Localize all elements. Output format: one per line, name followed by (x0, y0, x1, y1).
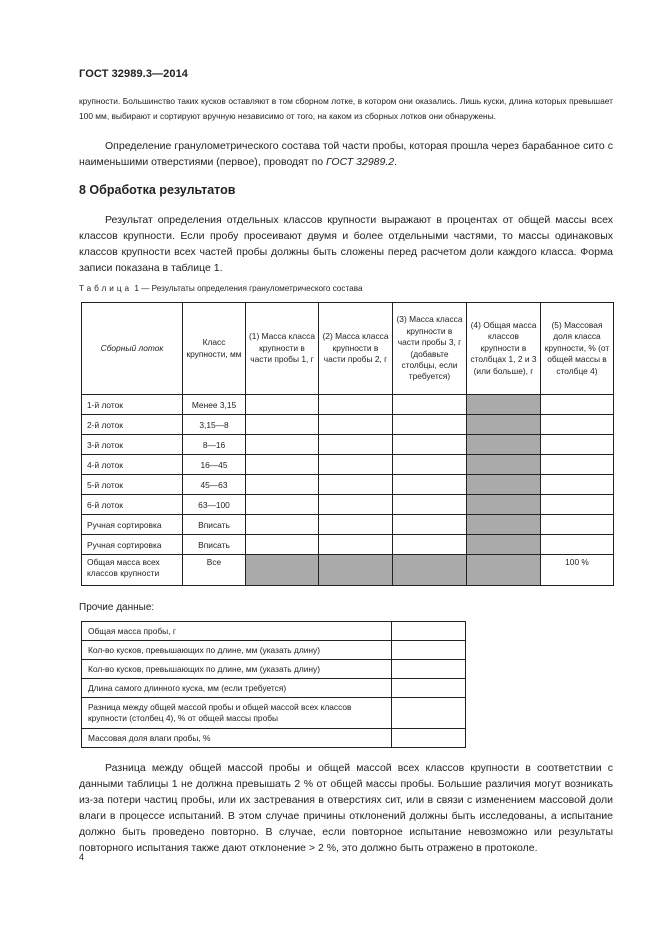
shaded-cell (467, 415, 541, 435)
mass-cell[interactable] (393, 455, 467, 475)
class-cell: Вписать (183, 515, 246, 535)
granulometry-text: Определение гранулометрического состава той части пробы, которая прошла через барабанное сито с наименьшими отверстиями (первое), проводят по (79, 140, 613, 168)
tray-cell: 1-й лоток (82, 395, 183, 415)
mass-cell[interactable] (319, 515, 393, 535)
header-size-class: Класс крупности, мм (183, 303, 246, 395)
shaded-cell (467, 535, 541, 555)
tray-cell: 2-й лоток (82, 415, 183, 435)
mass-cell[interactable] (319, 415, 393, 435)
tray-cell: 4-й лоток (82, 455, 183, 475)
table-row (82, 622, 466, 641)
tray-cell: Ручная сортировка (82, 515, 183, 535)
other-data-value[interactable] (392, 698, 466, 729)
mass-cell[interactable] (393, 395, 467, 415)
tray-cell: 3-й лоток (82, 435, 183, 455)
table1-caption-label: Таблица (79, 284, 133, 293)
class-cell: Менее 3,15 (183, 395, 246, 415)
other-data-value[interactable] (392, 622, 466, 641)
document-header: ГОСТ 32989.3—2014 (79, 68, 189, 80)
mass-cell[interactable] (319, 455, 393, 475)
shaded-cell (393, 555, 467, 586)
total-percent-cell: 100 % (541, 555, 614, 586)
table-row (82, 435, 614, 455)
mass-cell[interactable] (246, 535, 319, 555)
mass-cell[interactable] (393, 435, 467, 455)
mass-cell[interactable] (393, 415, 467, 435)
shaded-cell (467, 515, 541, 535)
other-data-label: Общая масса пробы, г (82, 622, 392, 641)
class-cell: 63—100 (183, 495, 246, 515)
fraction-cell[interactable] (541, 535, 614, 555)
tray-cell: 5-й лоток (82, 475, 183, 495)
table-row (82, 495, 614, 515)
mass-cell[interactable] (246, 455, 319, 475)
table-row (82, 455, 614, 475)
shaded-cell (467, 475, 541, 495)
table-row (82, 729, 466, 748)
header-mass-part3: (3) Масса класса крупности в части пробы 3, г (добавьте столбцы, если требуется) (393, 303, 467, 395)
other-data-table (81, 621, 466, 748)
mass-cell[interactable] (246, 415, 319, 435)
shaded-cell (467, 395, 541, 415)
tray-cell: Ручная сортировка (82, 535, 183, 555)
mass-cell[interactable] (246, 395, 319, 415)
table-row (82, 660, 466, 679)
fraction-cell[interactable] (541, 495, 614, 515)
other-data-label: Кол-во кусков, превышающих по длине, мм (указать длину) (82, 660, 392, 679)
mass-cell[interactable] (319, 535, 393, 555)
fraction-cell[interactable] (541, 435, 614, 455)
header-mass-part2: (2) Масса класса крупности в части пробы 2, г (319, 303, 393, 395)
other-data-value[interactable] (392, 729, 466, 748)
fraction-cell[interactable] (541, 415, 614, 435)
table-row (82, 698, 466, 729)
header-mass-part1: (1) Масса класса крупности в части пробы 1, г (246, 303, 319, 395)
mass-cell[interactable] (246, 495, 319, 515)
mass-cell[interactable] (393, 535, 467, 555)
table-row (82, 475, 614, 495)
other-data-value[interactable] (392, 660, 466, 679)
table1-caption-text: 1 — Результаты определения гранулометрического состава (134, 284, 363, 293)
table1-header-row (82, 303, 614, 395)
mass-cell[interactable] (246, 515, 319, 535)
results-paragraph: Результат определения отдельных классов крупности выражают в процентах от общей массы всех классов крупности. Если пробу просеивают двумя и более отдельными частями, то массы одинаковых классов крупности всех частей пробы должны быть сложены перед расчетом доли каждого класса. Форма записи показана в таблице 1. (79, 214, 613, 274)
other-data-label: Массовая доля влаги пробы, % (82, 729, 392, 748)
shaded-cell (467, 435, 541, 455)
mass-cell[interactable] (319, 495, 393, 515)
fraction-cell[interactable] (541, 475, 614, 495)
class-cell: 8—16 (183, 435, 246, 455)
page-number: 4 (79, 852, 85, 862)
class-cell: Вписать (183, 535, 246, 555)
table-row (82, 679, 466, 698)
fraction-cell[interactable] (541, 515, 614, 535)
standard-reference: ГОСТ 32989.2 (326, 156, 395, 168)
mass-cell[interactable] (393, 475, 467, 495)
other-data-label: Кол-во кусков, превышающих по длине, мм (указать длину) (82, 641, 392, 660)
total-class-cell: Все (183, 555, 246, 586)
total-label-cell: Общая масса всех классов крупности (82, 555, 183, 586)
table-row (82, 395, 614, 415)
class-cell: 3,15—8 (183, 415, 246, 435)
total-row (82, 555, 614, 586)
shaded-cell (467, 555, 541, 586)
class-cell: 16—45 (183, 455, 246, 475)
table-row (82, 535, 614, 555)
tray-cell: 6-й лоток (82, 495, 183, 515)
mass-cell[interactable] (319, 475, 393, 495)
intro-paragraph: крупности. Большинство таких кусков оставляют в том сборном лотке, в котором они оказались. Лишь куски, длина которых превышает 100 мм, выбирают и сортируют вручную независимо от того, на каком из сборных лотков они обнаружены. (79, 96, 613, 121)
results-table (81, 302, 614, 586)
mass-cell[interactable] (393, 495, 467, 515)
class-cell: 45—63 (183, 475, 246, 495)
mass-cell[interactable] (319, 435, 393, 455)
header-total-mass: (4) Общая масса классов крупности в столбцах 1, 2 и 3 (или больше), г (467, 303, 541, 395)
other-data-value[interactable] (392, 679, 466, 698)
table-row (82, 641, 466, 660)
shaded-cell (467, 495, 541, 515)
other-data-label: Длина самого длинного куска, мм (если требуется) (82, 679, 392, 698)
header-mass-fraction: (5) Массовая доля класса крупности, % (от общей массы в столбце 4) (541, 303, 614, 395)
mass-cell[interactable] (246, 475, 319, 495)
granulometry-paragraph (79, 138, 613, 170)
other-data-title: Прочие данные: (79, 602, 155, 613)
section-title: 8 Обработка результатов (79, 183, 236, 197)
shaded-cell (467, 455, 541, 475)
other-data-value[interactable] (392, 641, 466, 660)
header-collection-tray: Сборный лоток (82, 303, 183, 395)
mass-cell[interactable] (246, 435, 319, 455)
fraction-cell[interactable] (541, 455, 614, 475)
shaded-cell (246, 555, 319, 586)
table1-caption (79, 284, 363, 293)
mass-cell[interactable] (393, 515, 467, 535)
fraction-cell[interactable] (541, 395, 614, 415)
table-row (82, 515, 614, 535)
table-row (82, 415, 614, 435)
other-data-label: Разница между общей массой пробы и общей массой всех классов крупности (столбец 4), % от общей массы пробы (82, 698, 392, 729)
mass-cell[interactable] (319, 395, 393, 415)
granulometry-end: . (394, 156, 398, 168)
shaded-cell (319, 555, 393, 586)
final-paragraph: Разница между общей массой пробы и общей массой всех классов крупности в соответствии с данными таблицы 1 не должна превышать 2 % от общей массы пробы. Большие различия могут возникать из-за потери частиц пробы, или их застревания в отверстиях сит, или в связи с изменением массовой доли влаги в процессе испытаний. В этом случае причины отклонений должны быть исследованы, а испытание должно быть проведено повторно. В случае, если повторное испытание невозможно или результаты повторного испытания также дают отклонение > 2 %, это должно быть отражено в протоколе. (79, 762, 613, 854)
